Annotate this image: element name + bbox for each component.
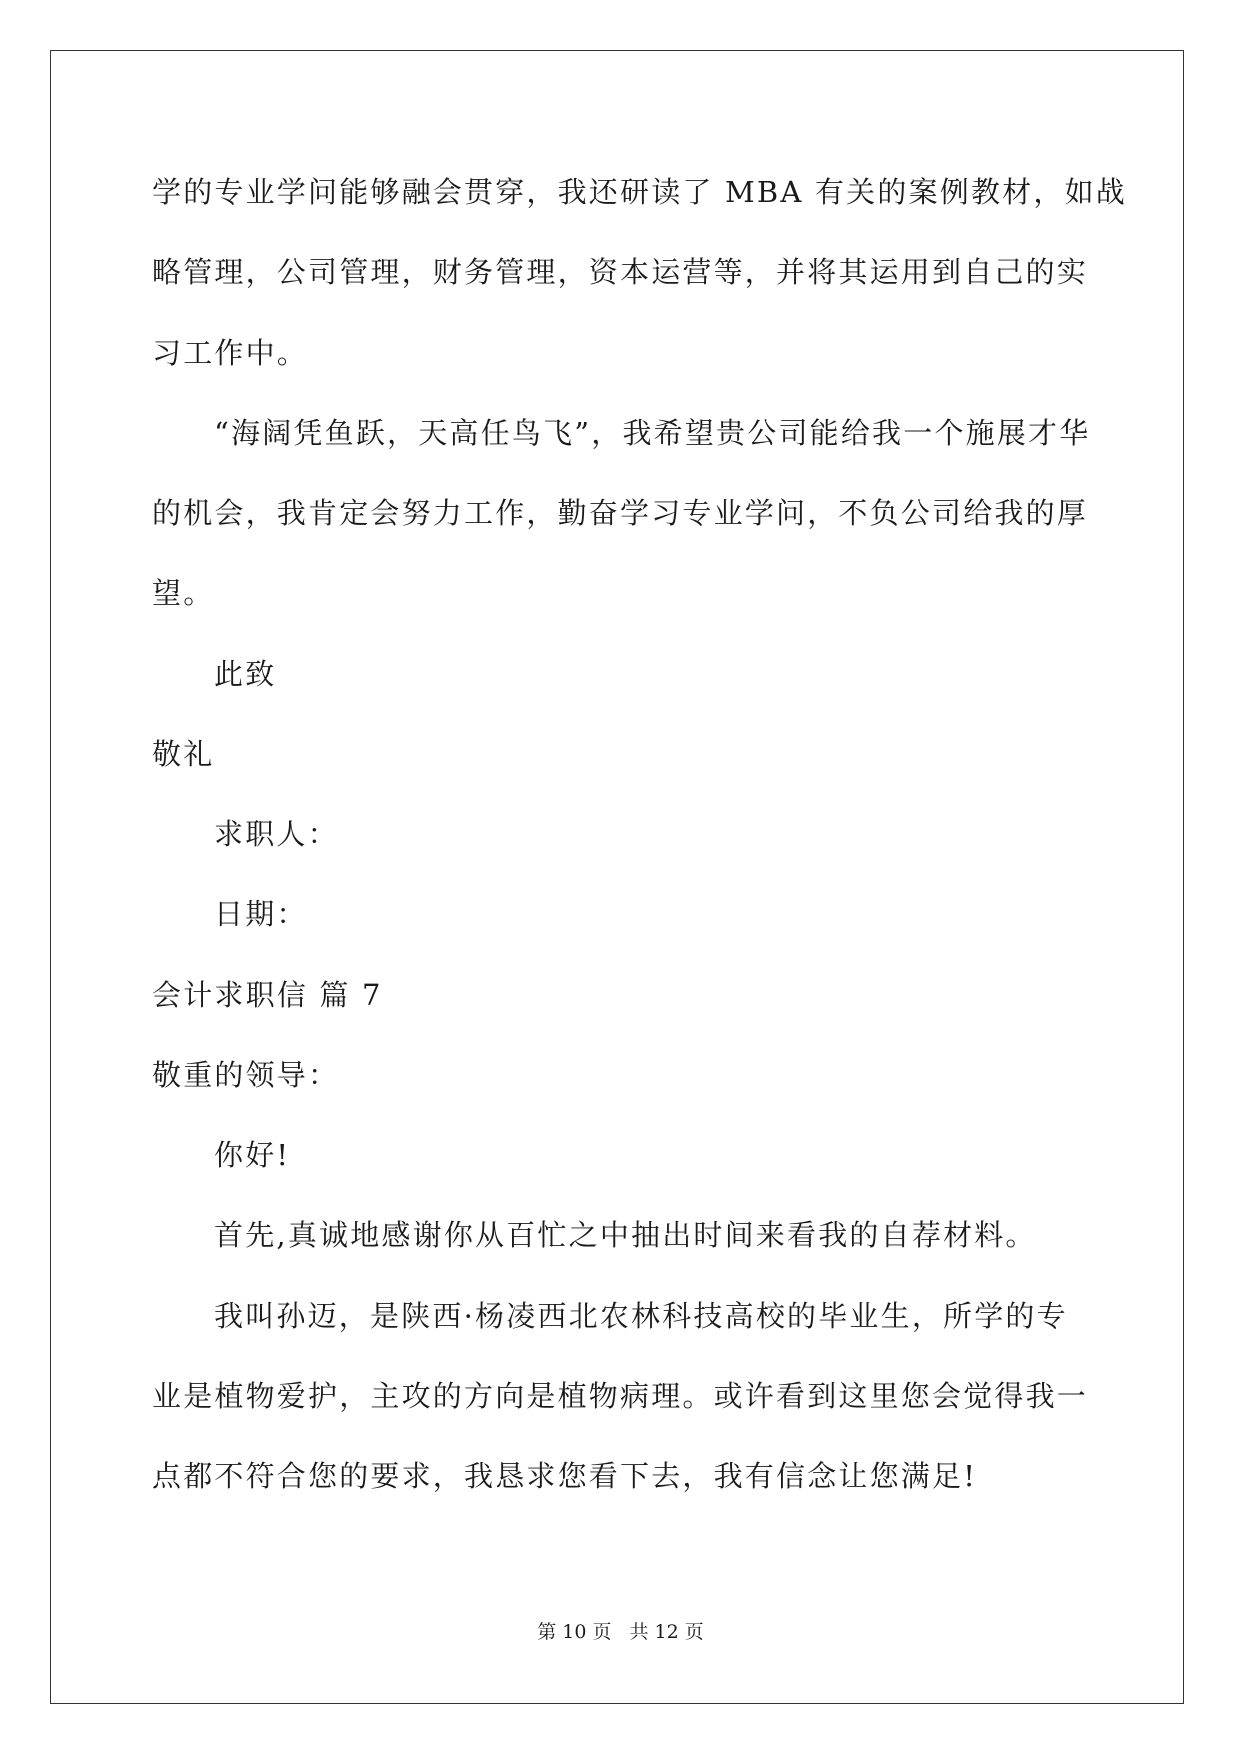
body-line-6: 望。	[152, 576, 215, 610]
page-total: 共 12 页	[629, 1621, 704, 1643]
body-line-4: “海阔凭鱼跃，天高任鸟飞”，我希望贵公司能给我一个施展才华	[214, 416, 1091, 450]
body-line-1: 学的专业学问能够融会贯穿，我还研读了 MBA 有关的案例教材，如战	[152, 175, 1127, 209]
applicant-label: 求职人：	[214, 817, 339, 851]
body-line-8: 我叫孙迈，是陕西·杨凌西北农林科技高校的毕业生，所学的专	[214, 1299, 1068, 1333]
body-line-2: 略管理，公司管理，财务管理，资本运营等，并将其运用到自己的实	[152, 255, 1089, 289]
body-line-7: 首先,真诚地感谢你从百忙之中抽出时间来看我的自荐材料。	[214, 1218, 1037, 1252]
page-number: 第 10 页	[537, 1621, 612, 1643]
body-line-5: 的机会，我肯定会努力工作，勤奋学习专业学问，不负公司给我的厚	[152, 496, 1089, 530]
closing-respect: 敬礼	[152, 737, 215, 771]
date-label: 日期：	[214, 897, 308, 931]
page-footer	[0, 1620, 1241, 1644]
section-heading: 会计求职信 篇 7	[152, 978, 383, 1012]
greeting-line: 敬重的领导：	[152, 1058, 340, 1092]
closing-salutation: 此致	[214, 657, 277, 691]
body-line-3: 习工作中。	[152, 336, 309, 370]
body-line-10: 点都不符合您的要求，我恳求您看下去，我有信念让您满足!	[152, 1459, 978, 1493]
hello-line: 你好!	[214, 1138, 291, 1172]
body-line-9: 业是植物爱护，主攻的方向是植物病理。或许看到这里您会觉得我一	[152, 1379, 1089, 1413]
